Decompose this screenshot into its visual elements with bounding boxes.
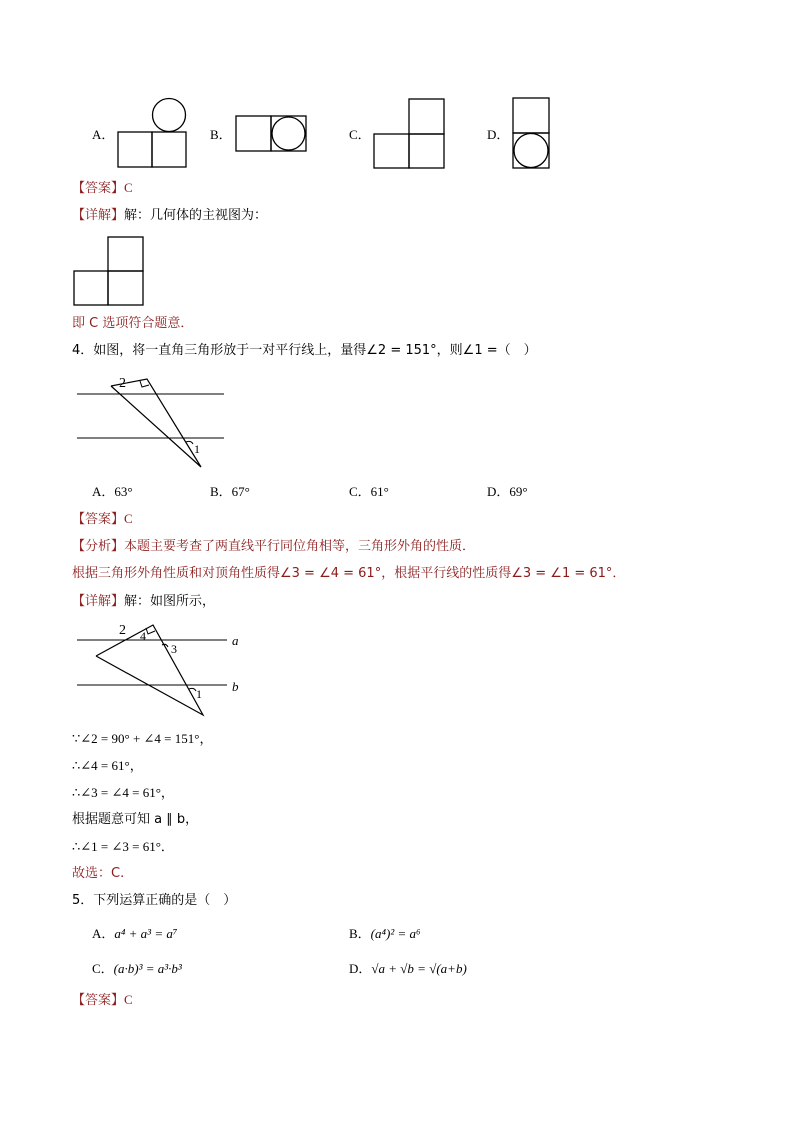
q4-detail-label-a: a [232,633,239,648]
q3-detail-tag: 【详解】 [72,208,125,223]
q4-analysis-text: 本题主要考查了两直线平行同位角相等，三角形外角的性质． [124,539,476,554]
q3-option-c-figure [372,97,446,171]
q4-detail-label-4: 4 [140,629,146,643]
q4-step-4: 根据题意可知 a ∥ b， [72,812,199,827]
q3-answer-tag: 【答案】 [72,181,125,196]
q4-analysis-line2: 根据三角形外角性质和对顶角性质得∠3 = ∠4 = 61°，根据平行线的性质得∠3 = ∠1 = 61°． [72,566,626,581]
q4-step-1: ∵∠2 = 90° + ∠4 = 151°， [72,731,213,746]
q4-analysis [72,538,475,556]
q4-choice: 故选：C. [72,866,125,881]
q5-answer-value: C [124,992,133,1007]
q4-option-b: B．67° [210,484,250,499]
q3-detail-text: 解：几何体的主视图为： [124,208,268,223]
q3-option-b-label: B． [210,127,232,142]
q5-stem: 5．下列运算正确的是（ ） [72,893,237,908]
q3-main-view-figure [72,235,146,307]
q3-answer [72,179,133,198]
q4-answer-tag: 【答案】 [72,512,125,527]
q4-detail-label-2: 2 [119,623,126,638]
q5-option-c: C．(a·b)³ = a³·b³ [92,961,182,976]
q4-detail [72,593,215,611]
q4-step-5: ∴∠1 = ∠3 = 61°． [72,839,174,854]
q4-figure [72,372,232,472]
q3-option-d-label: D． [487,127,510,142]
q4-figure-label-2: 2 [119,376,126,391]
q3-option-a-label: A． [92,127,115,142]
q4-step-2: ∴∠4 = 61°， [72,758,143,773]
q4-answer-value: C [124,511,133,526]
q4-option-d: D．69° [487,484,528,499]
q4-detail-label-b: b [232,679,239,694]
q4-stem: 4．如图，将一直角三角形放于一对平行线上，量得∠2 = 151°，则∠1 =（ ） [72,343,537,358]
q4-option-a: A．63° [92,484,133,499]
q4-detail-label-3: 3 [171,642,177,656]
q4-detail-figure [72,619,252,719]
q5-option-b: B．(a⁴)² = a⁶ [349,926,421,941]
q4-figure-label-1: 1 [194,442,200,456]
q4-option-c: C．61° [349,484,389,499]
q4-detail-tag: 【详解】 [72,594,125,609]
q3-option-c-label: C． [349,127,371,142]
q3-answer-value: C [124,180,133,195]
q3-conclusion: 即 C 选项符合题意． [72,316,194,331]
q3-option-d-figure [511,96,553,172]
q5-answer [72,991,133,1010]
q5-answer-tag: 【答案】 [72,993,125,1008]
q3-option-b-figure [234,114,308,154]
q4-analysis-tag: 【分析】 [72,539,125,554]
q5-option-a: A．a⁴ + a³ = a⁷ [92,926,178,941]
q4-step-3: ∴∠3 = ∠4 = 61°， [72,785,174,800]
q3-option-a-figure [116,98,188,170]
q5-option-d: D．√a + √b = √(a+b) [349,961,467,976]
q4-detail-text: 解：如图所示， [124,594,216,609]
q4-detail-label-1: 1 [196,687,202,701]
q4-answer [72,510,133,529]
q3-detail [72,207,267,225]
